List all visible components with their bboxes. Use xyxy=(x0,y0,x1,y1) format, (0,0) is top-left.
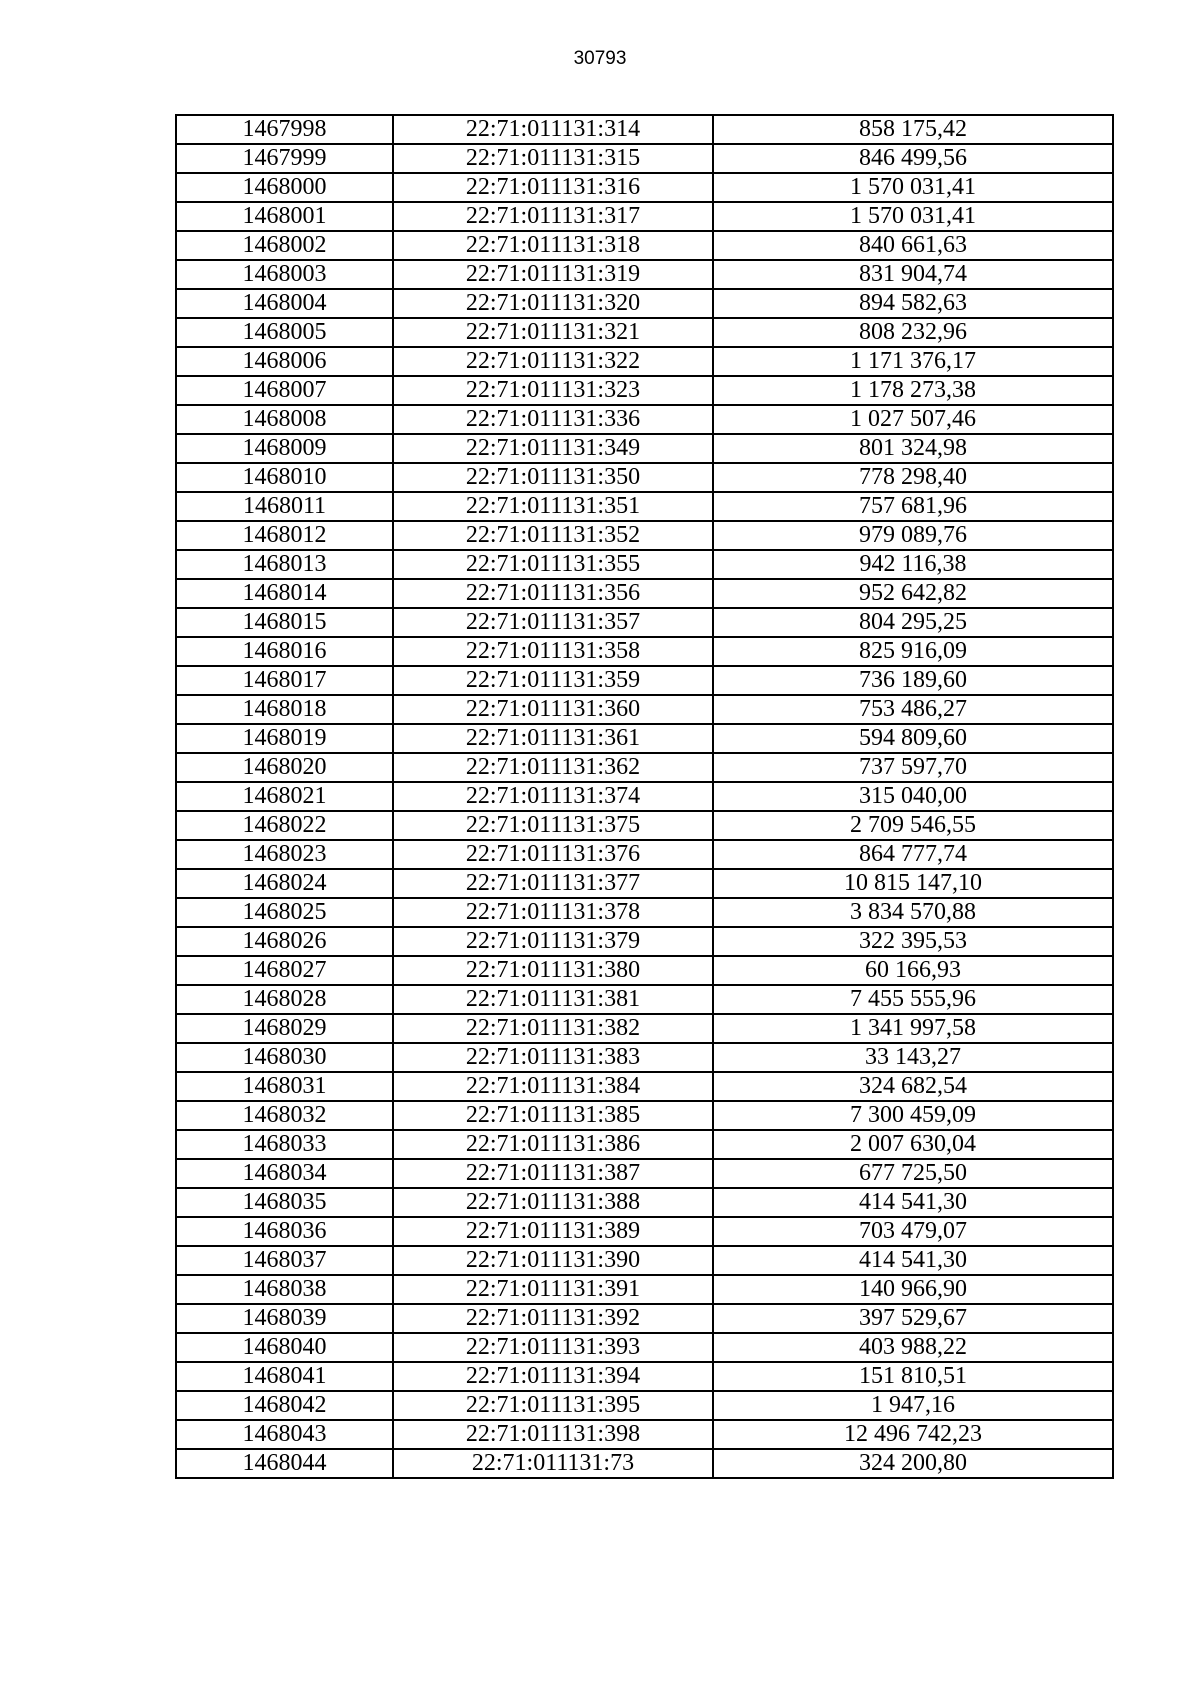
registry-table xyxy=(175,114,1114,1479)
value-cell: 1 570 031,41 xyxy=(713,173,1113,202)
cadastral-number-cell: 22:71:011131:336 xyxy=(393,405,713,434)
table-row xyxy=(176,550,1113,579)
table-row xyxy=(176,869,1113,898)
table-row xyxy=(176,637,1113,666)
value-cell: 1 341 997,58 xyxy=(713,1014,1113,1043)
row-number-cell: 1468027 xyxy=(176,956,393,985)
row-number-cell: 1468042 xyxy=(176,1391,393,1420)
row-number-cell: 1468026 xyxy=(176,927,393,956)
cadastral-number-cell: 22:71:011131:73 xyxy=(393,1449,713,1478)
table-row xyxy=(176,434,1113,463)
row-number-cell: 1468028 xyxy=(176,985,393,1014)
value-cell: 3 834 570,88 xyxy=(713,898,1113,927)
value-cell: 12 496 742,23 xyxy=(713,1420,1113,1449)
row-number-cell: 1468025 xyxy=(176,898,393,927)
cadastral-number-cell: 22:71:011131:349 xyxy=(393,434,713,463)
cadastral-number-cell: 22:71:011131:317 xyxy=(393,202,713,231)
row-number-cell: 1468035 xyxy=(176,1188,393,1217)
row-number-cell: 1468000 xyxy=(176,173,393,202)
value-cell: 808 232,96 xyxy=(713,318,1113,347)
row-number-cell: 1468020 xyxy=(176,753,393,782)
value-cell: 804 295,25 xyxy=(713,608,1113,637)
table-row xyxy=(176,724,1113,753)
value-cell: 979 089,76 xyxy=(713,521,1113,550)
cadastral-number-cell: 22:71:011131:388 xyxy=(393,1188,713,1217)
value-cell: 831 904,74 xyxy=(713,260,1113,289)
table-row xyxy=(176,1043,1113,1072)
table-row xyxy=(176,463,1113,492)
row-number-cell: 1468019 xyxy=(176,724,393,753)
value-cell: 757 681,96 xyxy=(713,492,1113,521)
row-number-cell: 1468018 xyxy=(176,695,393,724)
cadastral-number-cell: 22:71:011131:318 xyxy=(393,231,713,260)
row-number-cell: 1468039 xyxy=(176,1304,393,1333)
value-cell: 825 916,09 xyxy=(713,637,1113,666)
cadastral-number-cell: 22:71:011131:380 xyxy=(393,956,713,985)
value-cell: 778 298,40 xyxy=(713,463,1113,492)
value-cell: 414 541,30 xyxy=(713,1188,1113,1217)
row-number-cell: 1468005 xyxy=(176,318,393,347)
cadastral-number-cell: 22:71:011131:315 xyxy=(393,144,713,173)
row-number-cell: 1468003 xyxy=(176,260,393,289)
value-cell: 324 200,80 xyxy=(713,1449,1113,1478)
row-number-cell: 1468017 xyxy=(176,666,393,695)
cadastral-number-cell: 22:71:011131:361 xyxy=(393,724,713,753)
cadastral-number-cell: 22:71:011131:355 xyxy=(393,550,713,579)
value-cell: 846 499,56 xyxy=(713,144,1113,173)
cadastral-number-cell: 22:71:011131:385 xyxy=(393,1101,713,1130)
cadastral-number-cell: 22:71:011131:322 xyxy=(393,347,713,376)
cadastral-number-cell: 22:71:011131:323 xyxy=(393,376,713,405)
cadastral-number-cell: 22:71:011131:351 xyxy=(393,492,713,521)
table-row xyxy=(176,985,1113,1014)
table-row xyxy=(176,231,1113,260)
row-number-cell: 1468036 xyxy=(176,1217,393,1246)
value-cell: 858 175,42 xyxy=(713,115,1113,144)
table-row xyxy=(176,260,1113,289)
table-row xyxy=(176,956,1113,985)
value-cell: 7 455 555,96 xyxy=(713,985,1113,1014)
table-row xyxy=(176,1449,1113,1478)
value-cell: 703 479,07 xyxy=(713,1217,1113,1246)
table-row xyxy=(176,318,1113,347)
row-number-cell: 1468023 xyxy=(176,840,393,869)
table-row xyxy=(176,1159,1113,1188)
cadastral-number-cell: 22:71:011131:362 xyxy=(393,753,713,782)
value-cell: 7 300 459,09 xyxy=(713,1101,1113,1130)
table-row xyxy=(176,1420,1113,1449)
row-number-cell: 1468038 xyxy=(176,1275,393,1304)
table-row xyxy=(176,1246,1113,1275)
page-number: 30793 xyxy=(573,48,627,69)
value-cell: 33 143,27 xyxy=(713,1043,1113,1072)
cadastral-number-cell: 22:71:011131:376 xyxy=(393,840,713,869)
cadastral-number-cell: 22:71:011131:384 xyxy=(393,1072,713,1101)
cadastral-number-cell: 22:71:011131:314 xyxy=(393,115,713,144)
cadastral-number-cell: 22:71:011131:383 xyxy=(393,1043,713,1072)
table-row xyxy=(176,666,1113,695)
row-number-cell: 1468040 xyxy=(176,1333,393,1362)
row-number-cell: 1468001 xyxy=(176,202,393,231)
cadastral-number-cell: 22:71:011131:357 xyxy=(393,608,713,637)
table-row xyxy=(176,202,1113,231)
value-cell: 397 529,67 xyxy=(713,1304,1113,1333)
value-cell: 2 007 630,04 xyxy=(713,1130,1113,1159)
value-cell: 864 777,74 xyxy=(713,840,1113,869)
table-row xyxy=(176,1391,1113,1420)
cadastral-number-cell: 22:71:011131:394 xyxy=(393,1362,713,1391)
table-row xyxy=(176,521,1113,550)
table-row xyxy=(176,347,1113,376)
table-row xyxy=(176,115,1113,144)
table-row xyxy=(176,695,1113,724)
row-number-cell: 1468015 xyxy=(176,608,393,637)
table-row xyxy=(176,608,1113,637)
value-cell: 151 810,51 xyxy=(713,1362,1113,1391)
cadastral-number-cell: 22:71:011131:387 xyxy=(393,1159,713,1188)
cadastral-number-cell: 22:71:011131:379 xyxy=(393,927,713,956)
table-row xyxy=(176,782,1113,811)
row-number-cell: 1468029 xyxy=(176,1014,393,1043)
cadastral-number-cell: 22:71:011131:358 xyxy=(393,637,713,666)
table-row xyxy=(176,173,1113,202)
value-cell: 753 486,27 xyxy=(713,695,1113,724)
cadastral-number-cell: 22:71:011131:378 xyxy=(393,898,713,927)
table-row xyxy=(176,579,1113,608)
value-cell: 1 570 031,41 xyxy=(713,202,1113,231)
row-number-cell: 1468010 xyxy=(176,463,393,492)
row-number-cell: 1468007 xyxy=(176,376,393,405)
value-cell: 840 661,63 xyxy=(713,231,1113,260)
cadastral-number-cell: 22:71:011131:316 xyxy=(393,173,713,202)
row-number-cell: 1468030 xyxy=(176,1043,393,1072)
table-row xyxy=(176,811,1113,840)
table-row xyxy=(176,289,1113,318)
row-number-cell: 1467998 xyxy=(176,115,393,144)
value-cell: 403 988,22 xyxy=(713,1333,1113,1362)
table-row xyxy=(176,405,1113,434)
value-cell: 1 171 376,17 xyxy=(713,347,1113,376)
cadastral-number-cell: 22:71:011131:391 xyxy=(393,1275,713,1304)
row-number-cell: 1468004 xyxy=(176,289,393,318)
value-cell: 942 116,38 xyxy=(713,550,1113,579)
value-cell: 315 040,00 xyxy=(713,782,1113,811)
table-row xyxy=(176,492,1113,521)
table-row xyxy=(176,1101,1113,1130)
cadastral-number-cell: 22:71:011131:389 xyxy=(393,1217,713,1246)
row-number-cell: 1468002 xyxy=(176,231,393,260)
value-cell: 677 725,50 xyxy=(713,1159,1113,1188)
table-row xyxy=(176,1130,1113,1159)
table-row xyxy=(176,376,1113,405)
value-cell: 2 709 546,55 xyxy=(713,811,1113,840)
row-number-cell: 1468012 xyxy=(176,521,393,550)
table-row xyxy=(176,1362,1113,1391)
cadastral-number-cell: 22:71:011131:377 xyxy=(393,869,713,898)
cadastral-number-cell: 22:71:011131:381 xyxy=(393,985,713,1014)
table-row xyxy=(176,1072,1113,1101)
value-cell: 952 642,82 xyxy=(713,579,1113,608)
row-number-cell: 1468006 xyxy=(176,347,393,376)
table-row xyxy=(176,927,1113,956)
row-number-cell: 1468044 xyxy=(176,1449,393,1478)
cadastral-number-cell: 22:71:011131:392 xyxy=(393,1304,713,1333)
row-number-cell: 1468016 xyxy=(176,637,393,666)
row-number-cell: 1468041 xyxy=(176,1362,393,1391)
row-number-cell: 1467999 xyxy=(176,144,393,173)
registry-table-body xyxy=(176,115,1113,1478)
row-number-cell: 1468024 xyxy=(176,869,393,898)
row-number-cell: 1468013 xyxy=(176,550,393,579)
table-row xyxy=(176,1188,1113,1217)
table-row xyxy=(176,1275,1113,1304)
cadastral-number-cell: 22:71:011131:319 xyxy=(393,260,713,289)
value-cell: 801 324,98 xyxy=(713,434,1113,463)
row-number-cell: 1468021 xyxy=(176,782,393,811)
cadastral-number-cell: 22:71:011131:398 xyxy=(393,1420,713,1449)
cadastral-number-cell: 22:71:011131:393 xyxy=(393,1333,713,1362)
cadastral-number-cell: 22:71:011131:356 xyxy=(393,579,713,608)
cadastral-number-cell: 22:71:011131:320 xyxy=(393,289,713,318)
cadastral-number-cell: 22:71:011131:360 xyxy=(393,695,713,724)
cadastral-number-cell: 22:71:011131:386 xyxy=(393,1130,713,1159)
value-cell: 737 597,70 xyxy=(713,753,1113,782)
row-number-cell: 1468022 xyxy=(176,811,393,840)
cadastral-number-cell: 22:71:011131:321 xyxy=(393,318,713,347)
table-row xyxy=(176,1333,1113,1362)
value-cell: 1 027 507,46 xyxy=(713,405,1113,434)
table-row xyxy=(176,898,1113,927)
table-row xyxy=(176,1014,1113,1043)
value-cell: 322 395,53 xyxy=(713,927,1113,956)
value-cell: 414 541,30 xyxy=(713,1246,1113,1275)
row-number-cell: 1468011 xyxy=(176,492,393,521)
row-number-cell: 1468037 xyxy=(176,1246,393,1275)
value-cell: 140 966,90 xyxy=(713,1275,1113,1304)
cadastral-number-cell: 22:71:011131:374 xyxy=(393,782,713,811)
table-row xyxy=(176,1304,1113,1333)
value-cell: 894 582,63 xyxy=(713,289,1113,318)
table-row xyxy=(176,1217,1113,1246)
table-row xyxy=(176,753,1113,782)
cadastral-number-cell: 22:71:011131:352 xyxy=(393,521,713,550)
value-cell: 1 178 273,38 xyxy=(713,376,1113,405)
row-number-cell: 1468043 xyxy=(176,1420,393,1449)
cadastral-number-cell: 22:71:011131:350 xyxy=(393,463,713,492)
row-number-cell: 1468033 xyxy=(176,1130,393,1159)
value-cell: 324 682,54 xyxy=(713,1072,1113,1101)
value-cell: 736 189,60 xyxy=(713,666,1113,695)
cadastral-number-cell: 22:71:011131:382 xyxy=(393,1014,713,1043)
value-cell: 594 809,60 xyxy=(713,724,1113,753)
value-cell: 60 166,93 xyxy=(713,956,1113,985)
row-number-cell: 1468031 xyxy=(176,1072,393,1101)
cadastral-number-cell: 22:71:011131:375 xyxy=(393,811,713,840)
row-number-cell: 1468008 xyxy=(176,405,393,434)
table-row xyxy=(176,144,1113,173)
row-number-cell: 1468009 xyxy=(176,434,393,463)
row-number-cell: 1468014 xyxy=(176,579,393,608)
cadastral-number-cell: 22:71:011131:395 xyxy=(393,1391,713,1420)
row-number-cell: 1468032 xyxy=(176,1101,393,1130)
row-number-cell: 1468034 xyxy=(176,1159,393,1188)
value-cell: 1 947,16 xyxy=(713,1391,1113,1420)
cadastral-number-cell: 22:71:011131:390 xyxy=(393,1246,713,1275)
table-row xyxy=(176,840,1113,869)
value-cell: 10 815 147,10 xyxy=(713,869,1113,898)
cadastral-number-cell: 22:71:011131:359 xyxy=(393,666,713,695)
